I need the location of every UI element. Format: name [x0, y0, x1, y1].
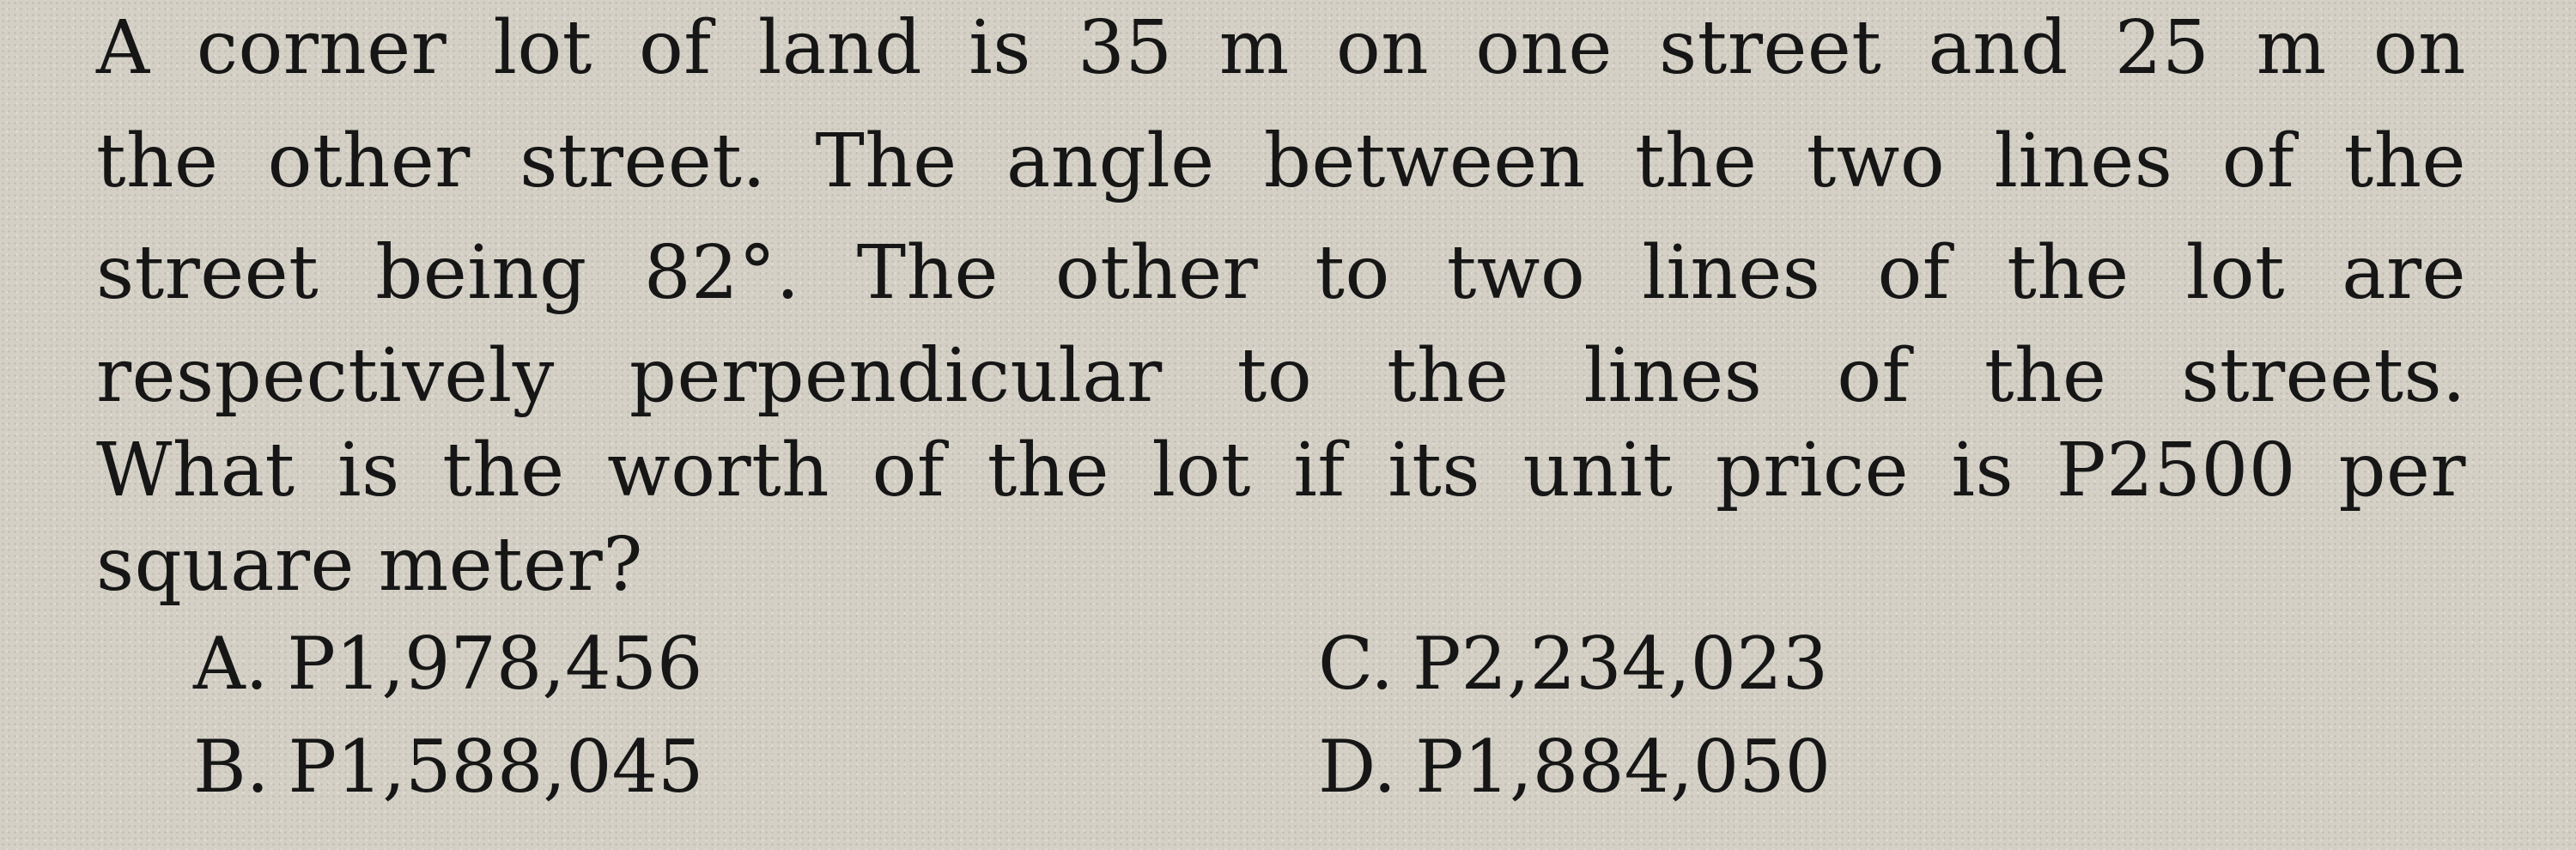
question-line-4: respectively perpendicular to the lines of the streets. — [96, 333, 2466, 419]
question-line-5: What is the worth of the lot if its unit price is P2500 per — [96, 428, 2466, 513]
question-line-2: the other street. The angle between the two lines of the — [96, 118, 2466, 204]
choice-a[interactable] — [193, 622, 702, 705]
question-line-6: square meter? — [96, 522, 643, 608]
choice-a-letter: A. — [193, 622, 269, 706]
choice-c-letter: C. — [1318, 622, 1394, 706]
question-line-1: A corner lot of land is 35 m on one street and 25 m on — [96, 5, 2466, 91]
choice-c-value: P2,234,023 — [1412, 622, 1829, 706]
choice-b-letter: B. — [193, 725, 270, 809]
question-line-3: street being 82°. The other to two lines of the lot are — [96, 230, 2466, 316]
choice-b-value: P1,588,045 — [288, 725, 704, 809]
choice-d-letter: D. — [1318, 725, 1397, 809]
choice-d[interactable] — [1318, 726, 1831, 808]
choice-b[interactable] — [193, 726, 703, 808]
choice-a-value: P1,978,456 — [287, 622, 703, 706]
choice-c[interactable] — [1318, 622, 1828, 705]
choice-d-value: P1,884,050 — [1415, 725, 1832, 809]
